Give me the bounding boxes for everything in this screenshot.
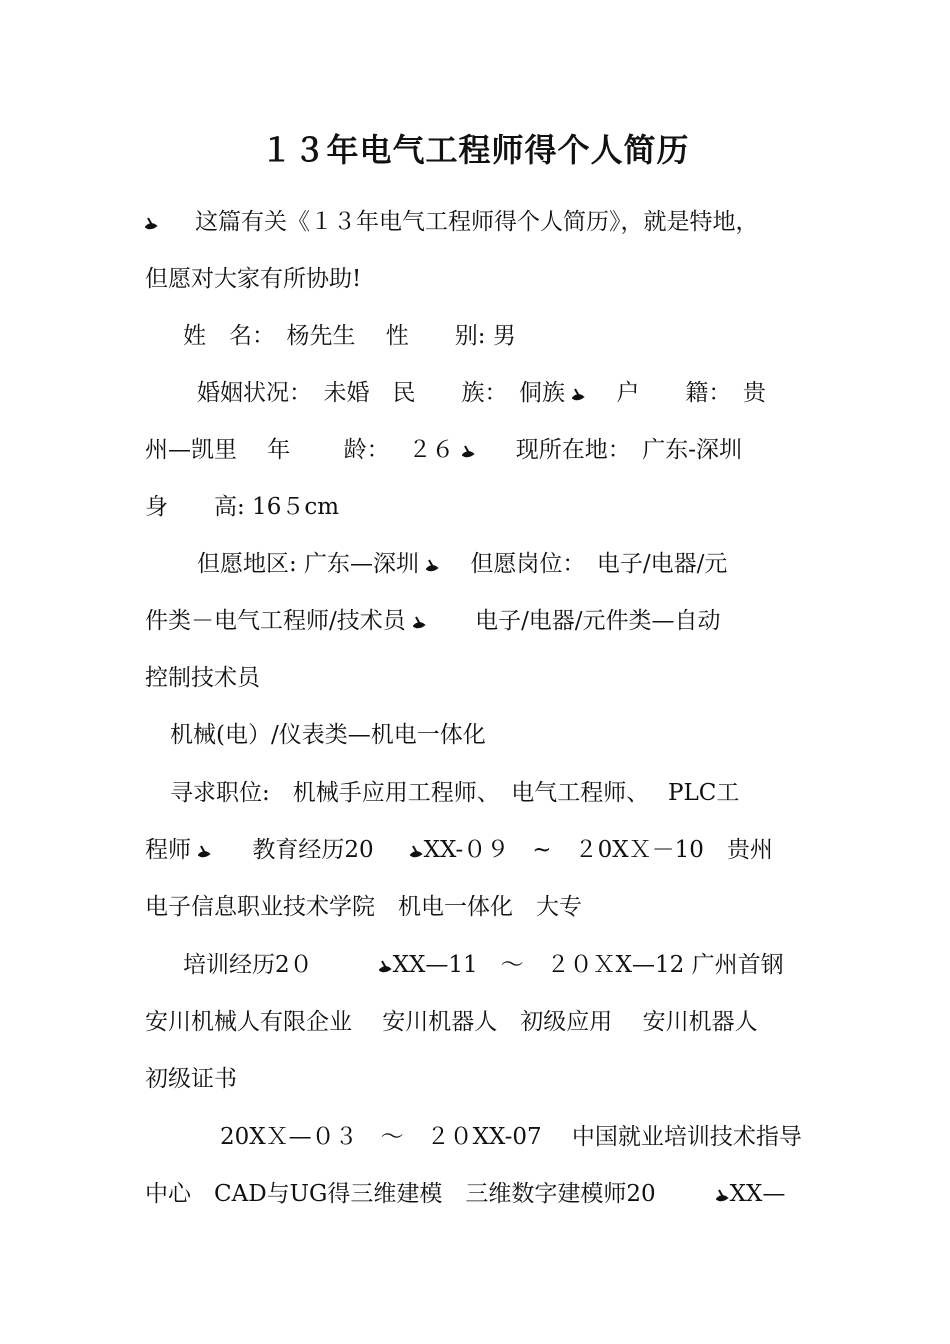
current-location: 现所在地： 广东-深圳 xyxy=(515,437,743,463)
paragraph-line xyxy=(145,262,810,296)
paragraph-line xyxy=(197,376,810,410)
training-2-dates: 20XＸ—０３ ～ ２０XX-07 中国就业培训技术指导 xyxy=(220,1124,802,1150)
job-seeking-cont: 程师 xyxy=(145,837,191,863)
desired-position: 但愿岗位： 电子/电器/元 xyxy=(470,551,728,577)
city-age: 州—凯里 年 龄： ２６ xyxy=(145,437,455,463)
intro-text-cont: 但愿对大家有所协助! xyxy=(145,266,362,292)
paragraph-line xyxy=(145,661,810,695)
paragraph-mark-icon xyxy=(413,615,427,629)
training-3-start: XX— xyxy=(729,1181,786,1207)
paragraph-mark-icon xyxy=(426,558,440,572)
intro-text: 这篇有关《１３年电气工程师得个人简历》，就是特地， xyxy=(195,209,759,235)
education-dates: XX-０９ ~ ２0XＸ－10 贵州 xyxy=(423,837,773,863)
training-dates: XX—11 ～ ２０ＸX—12 广州首钢 xyxy=(392,952,784,978)
desired-region: 但愿地区: 广东—深圳 xyxy=(197,551,420,577)
job-seeking: 寻求职位: 机械手应用工程师、 电气工程师、 PLC工 xyxy=(170,780,740,806)
paragraph-mark-icon xyxy=(410,844,424,858)
paragraph-mark-icon xyxy=(462,444,476,458)
position-category-2-cont: 控制技术员 xyxy=(145,665,260,691)
paragraph-line xyxy=(145,890,810,924)
paragraph-line xyxy=(183,319,810,353)
paragraph-line xyxy=(145,833,810,867)
paragraph-mark-icon xyxy=(145,216,159,230)
position-category-3: 机械(电）/仪表类—机电一体化 xyxy=(170,722,486,748)
position-category-1: 件类－电气工程师/技术员 xyxy=(145,608,406,634)
education-school: 电子信息职业技术学院 机电一体化 大专 xyxy=(145,894,582,920)
paragraph-line xyxy=(197,547,810,581)
paragraph-line xyxy=(170,776,810,810)
education-label: 教育经历20 xyxy=(252,837,374,863)
paragraph-line xyxy=(145,433,810,467)
paragraph-line xyxy=(145,1005,810,1039)
position-category-2: 电子/电器/元件类—自动 xyxy=(475,608,721,634)
paragraph-mark-icon xyxy=(572,387,586,401)
paragraph-line xyxy=(145,490,810,524)
training-company: 安川机械人有限企业 安川机器人 初级应用 安川机器人 xyxy=(145,1009,758,1035)
paragraph-line xyxy=(183,948,810,982)
document-title: １３年电气工程师得个人简历 xyxy=(260,131,690,169)
paragraph-line xyxy=(220,1120,810,1154)
paragraph-line xyxy=(145,205,810,239)
training-2-detail: 中心 CAD与UG得三维建模 三维数字建模师20 xyxy=(145,1181,656,1207)
training-label: 培训经历2０ xyxy=(183,952,313,978)
paragraph-line xyxy=(145,604,810,638)
training-certificate: 初级证书 xyxy=(145,1066,237,1092)
marital-ethnicity: 婚姻状况： 未婚 民 族： 侗族 xyxy=(197,380,565,406)
household-registry: 户 籍： 贵 xyxy=(616,380,766,406)
paragraph-line xyxy=(145,1177,810,1211)
name-gender: 姓 名： 杨先生 性 别: 男 xyxy=(183,323,516,349)
paragraph-mark-icon xyxy=(198,844,212,858)
paragraph-line xyxy=(170,718,810,752)
paragraph-line xyxy=(145,1062,810,1096)
paragraph-mark-icon xyxy=(716,1188,730,1202)
height: 身 高: 16５cm xyxy=(145,494,340,520)
paragraph-mark-icon xyxy=(379,959,393,973)
